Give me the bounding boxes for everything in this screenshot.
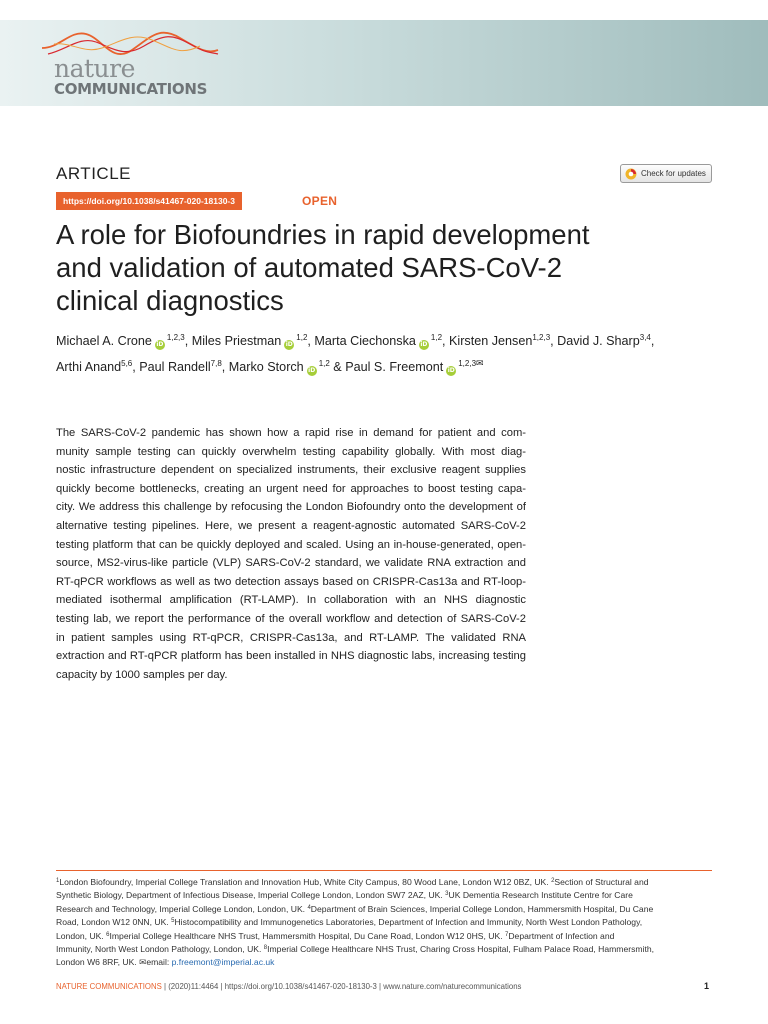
author[interactable]: David J. Sharp$^{3,4}$ (557, 333, 651, 348)
abstract-line: in patient samples using RT-qPCR, CRISPR-Cas13a, and RT-LAMP. The validated RNA (56, 631, 526, 644)
abstract-line: capacity by 1000 samples per day. (56, 668, 228, 681)
abstract-line: source, MS2-virus-like particle (VLP) SARS-CoV-2 standard, we validate RNA extraction and (56, 557, 526, 570)
footnote-line: Road, London W12 0NN, UK. $^5$Histocompatibility and Immunogenetics Laboratories, Department of Infection and Immunity, North West London Pathology, (56, 917, 643, 928)
email-link[interactable]: p.freemont@imperial.ac.uk (171, 957, 275, 968)
footnote-line: London, UK. $^6$Imperial College Healthcare NHS Trust, Hammersmith Hospital, Du Cane Road, London W12 0HS, UK. $^7$Department of Infection and (56, 930, 615, 941)
author[interactable]: Arthi Anand$^{5,6}$ (56, 359, 133, 374)
footnote-line: Synthetic Biology, Department of Infectious Disease, Imperial College London, London SW7 2AZ, UK. $^3$UK Dementia Research Institute Centre for Care (56, 890, 633, 901)
logo-communications-text: COMMUNICATIONS (54, 80, 208, 98)
check-updates-icon (625, 168, 637, 180)
orcid-icon[interactable]: iD (156, 341, 164, 348)
journal-banner (0, 20, 768, 106)
envelope-icon: ✉ (139, 957, 147, 968)
title-line: A role for Biofoundries in rapid development (56, 219, 590, 250)
orcid-icon[interactable]: iD (447, 367, 455, 374)
affiliations-footnotes (56, 876, 712, 970)
footnote-line: $^1$London Biofoundry, Imperial College Translation and Innovation Hub, White City Campus, 80 Wood Lane, London W12 0BZ, UK. $^2$Section of Structural and (56, 877, 649, 887)
author-line: Arthi Anand$^{5,6}$, Paul Randell$^{7,8}$, Marko Storch iD$^{1,2}$ & Paul S. Freemont $iD^{1,2,3✉}$ (56, 358, 484, 374)
author[interactable]: Marta Ciechonska iD$^{1,2}$ (314, 333, 443, 348)
author[interactable]: Marko Storch iD$^{1,2}$ (228, 359, 330, 374)
author-list (56, 330, 716, 378)
abstract-line: city. We address this challenge by refocusing the London Biofoundry onto the development of (56, 501, 526, 514)
abstract-line: RT-qPCR workflows as well as two detection assays based on CRISPR-Cas13a and RT-loop- (56, 575, 526, 588)
author[interactable]: Paul S. Freemont $iD^{1,2,3✉}$ (345, 358, 484, 374)
orcid-icon[interactable]: iD (308, 367, 316, 374)
open-access-label: OPEN (302, 194, 338, 208)
abstract-line: munity sample testing can quickly overwhelm testing capability globally. With most diag- (56, 445, 526, 458)
abstract-line: alternative testing pipelines. Here, we present a reagent-agnostic automated SARS-CoV-2 (56, 519, 526, 532)
orcid-icon[interactable]: iD (285, 341, 293, 348)
abstract-line: testing lab, we report the performance of the overall workflow and detection of SARS-CoV-2 (56, 612, 526, 625)
orcid-icon[interactable]: iD (420, 341, 428, 348)
abstract-line: quickly become bottlenecks, creating an urgent need for approaches to boost testing capa- (56, 482, 526, 495)
check-updates-label: Check for updates (641, 169, 706, 178)
footer-journal-name[interactable]: NATURE COMMUNICATIONS (56, 982, 162, 991)
page-footer (56, 982, 521, 991)
author[interactable]: Miles Priestman iD$^{1,2}$ (191, 333, 308, 348)
abstract (56, 424, 526, 684)
abstract-line: testing platform that can be quickly deployed and scaled. Using an in-house-generated, open- (56, 538, 526, 551)
abstract-line: nostic infrastructure dependent on specialized instruments, their exclusive reagent supplies (56, 464, 526, 477)
author[interactable]: Kirsten Jensen$^{1,2,3}$ (449, 333, 551, 348)
title-line: and validation of automated SARS-CoV-2 (56, 252, 562, 283)
footnote-line: London W6 8RF, UK. ✉email: p.freemont@imperial.ac.uk (56, 957, 275, 968)
abstract-line: mediated isothermal amplification (RT-LAMP). In collaboration with an NHS diagnostic (56, 594, 526, 607)
footnote-line: Immunity, North West London Pathology, London, UK. $^8$Imperial College Healthcare NHS Trust, Charing Cross Hospital, Fulham Palace Road, Hammersmith, (56, 944, 655, 955)
abstract-line: The SARS-CoV-2 pandemic has shown how a rapid rise in demand for patient and com- (56, 427, 526, 439)
check-for-updates-button[interactable] (620, 164, 712, 183)
envelope-icon[interactable]: ✉ (476, 358, 484, 368)
author-line: Michael A. Crone iD$^{1,2,3}$, Miles Priestman iD$^{1,2}$, Marta Ciechonska iD$^{1,2}$, Kirsten Jensen$^{1,2,3}$, David J. Sharp$^{3,4}$, (56, 333, 655, 348)
footnote-line: Research and Technology, Imperial College London, London, UK. $^4$Department of Brain Sciences, Imperial College London, Hammersmith Hospital, Du Cane (56, 903, 654, 914)
doi-link[interactable]: https://doi.org/10.1038/s41467-020-18130-3 (56, 192, 242, 210)
article-type-label: ARTICLE (56, 164, 131, 183)
footer-citation: | (2020)11:4464 | https://doi.org/10.1038/s41467-020-18130-3 | www.nature.com/naturecommunications (161, 982, 522, 991)
footnote-divider (56, 870, 712, 871)
author[interactable]: Paul Randell$^{7,8}$ (139, 359, 222, 374)
logo-nature-text: nature (54, 54, 135, 83)
page-number: 1 (704, 981, 710, 991)
title-line: clinical diagnostics (56, 285, 284, 316)
author[interactable]: Michael A. Crone iD$^{1,2,3}$ (56, 333, 185, 348)
article-title (56, 218, 696, 317)
abstract-line: extraction and RT-qPCR platform has been installed in NHS diagnostic labs, increasing testing (56, 650, 526, 663)
